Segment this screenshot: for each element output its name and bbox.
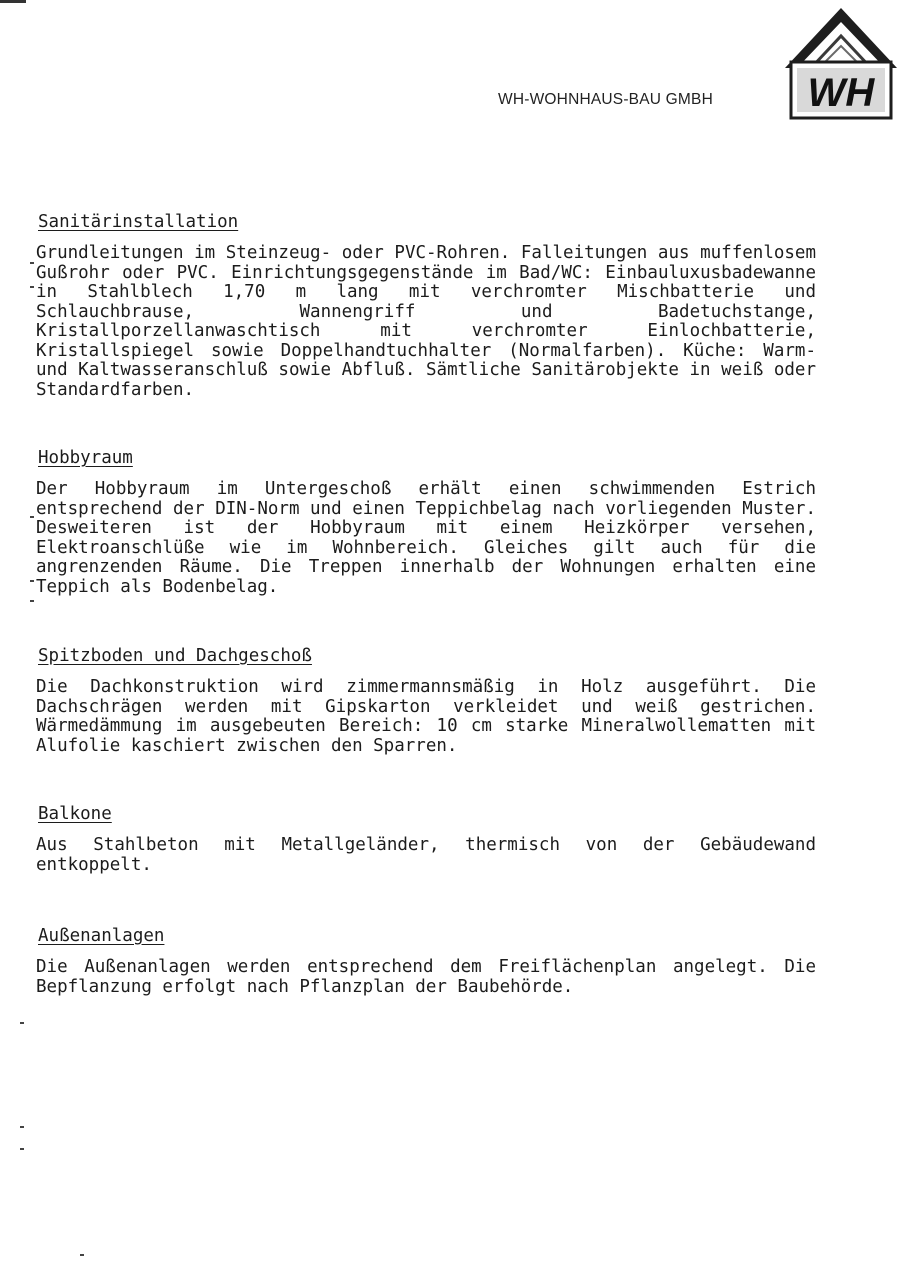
section-text: Die Außenanlagen werden entsprechend dem Freiflächenplan angelegt. Die Bepflanzung erfolgt nach Pflanzplan der Baubehörde. <box>36 957 816 997</box>
section-sanitaerinstallation <box>30 212 830 400</box>
margin-mark <box>20 1022 24 1024</box>
section-text: Die Dachkonstruktion wird zimmermannsmäßig in Holz ausgeführt. Die Dachschrägen werden mit Gipskarton verkleidet und weiß gestrichen. Wärmedämmung im ausgebeuten Bereich: 10 cm starke Mineralwollematten mit Alufolie kaschiert zwischen den Sparren. <box>36 677 816 756</box>
margin-mark <box>30 580 34 582</box>
company-logo <box>781 6 901 124</box>
margin-mark <box>80 1254 84 1256</box>
section-heading: Außenanlagen <box>38 926 165 946</box>
margin-mark <box>20 1126 24 1128</box>
margin-mark <box>30 516 34 518</box>
margin-mark <box>20 1148 24 1150</box>
section-text: Grundleitungen im Steinzeug- oder PVC-Rohren. Falleitungen aus muffenlosem Gußrohr oder PVC. Einrichtungsgegenstände im Bad/WC: Einbauluxusbadewanne in Stahlblech 1,70 m lang mit verchromter Mischbatterie und Schlauchbrause, Wannengriff und Badetuchstange, Kristallporzellanwaschtisch mit verchromter Einlochbatterie, Kristallspiegel sowie Doppelhandtuchhalter (Normalfarben). Küche: Warm- und Kaltwasseranschluß sowie Abfluß. Sämtliche Sanitärobjekte in weiß oder Standardfarben. <box>36 243 816 400</box>
section-spitzboden-dachgeschoss <box>30 646 830 756</box>
margin-mark <box>30 286 34 288</box>
section-aussenanlagen <box>30 926 830 997</box>
scan-corner-mark <box>0 0 26 3</box>
section-text: Der Hobbyraum im Untergeschoß erhält einen schwimmenden Estrich entsprechend der DIN-Norm und einen Teppichbelag nach vorliegenden Muster. Desweiteren ist der Hobbyraum mit einem Heizkörper versehen, Elektroanschlüße wie im Wohnbereich. Gleiches gilt auch für die angrenzenden Räume. Die Treppen innerhalb der Wohnungen erhalten eine Teppich als Bodenbelag. <box>36 479 816 597</box>
section-heading: Spitzboden und Dachgeschoß <box>38 646 312 666</box>
company-name: WH-WOHNHAUS-BAU GMBH <box>498 91 713 108</box>
section-heading: Balkone <box>38 804 112 824</box>
section-heading: Sanitärinstallation <box>38 212 239 232</box>
section-heading: Hobbyraum <box>38 448 133 468</box>
section-balkone <box>30 804 830 875</box>
logo-text: WH <box>807 71 875 115</box>
margin-mark <box>30 600 34 602</box>
section-text: Aus Stahlbeton mit Metallgeländer, thermisch von der Gebäudewand entkoppelt. <box>36 835 816 875</box>
section-hobbyraum <box>30 448 830 597</box>
margin-mark <box>30 262 34 264</box>
